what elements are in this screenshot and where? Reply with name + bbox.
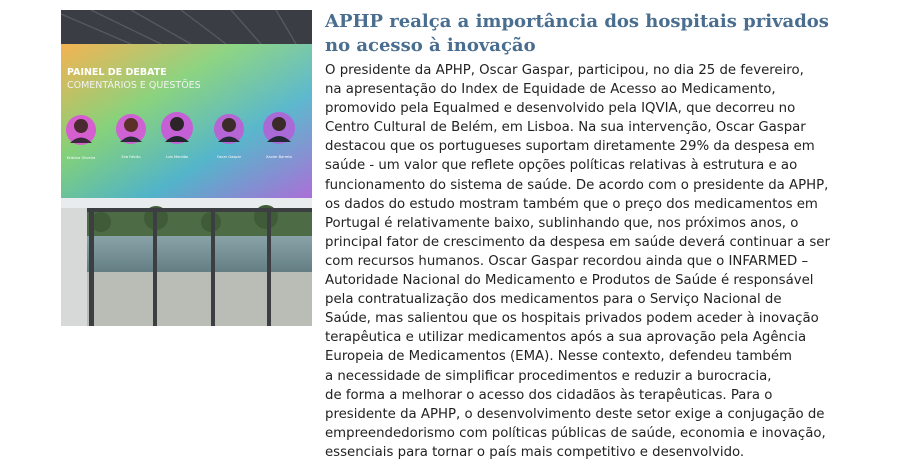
panelist-2-name: Eva Falcão bbox=[121, 155, 141, 159]
panelist-3-portrait bbox=[161, 112, 193, 144]
panelist-1-portrait bbox=[66, 115, 96, 145]
screen-subtitle: COMENTÁRIOS E QUESTÕES bbox=[67, 80, 201, 91]
panelist-5-portrait bbox=[263, 112, 295, 144]
article-headline: APHP realça a importância dos hospitais privados no acesso à inovação bbox=[325, 11, 829, 56]
panelist-4-portrait bbox=[214, 114, 244, 144]
panelist-3-name: Luís Mendão bbox=[165, 155, 189, 159]
article-body: O presidente da APHP, Oscar Gaspar, participou, no dia 25 de fevereiro, na apresentação do Index de Equidade de Acesso ao Medicamento, promovido pela Equalmed e desenvolvido pela IQVIA, que decorreu no Centro Cultural de Belém, em Lisboa. Na sua intervenção, Oscar Gaspar destacou que os portugueses suportam diretamente 29% da despesa em saúde - um valor que reflete opções políticas relativas à estrutura e ao funcionamento do sistema de saúde. De acordo com o presidente da APHP, os dados do estudo mostram também que o preço dos medicamentos em Portugal é relativamente baixo, sublinhando que, nos próximos anos, o principal fator de crescimento da despesa em saúde deverá continuar a ser com recursos humanos. Oscar Gaspar recordou ainda que o INFARMED – Autoridade Nacional do Medicamento e Produtos de Saúde é responsável pela contratualização dos medicamentos para o Serviço Nacional de Saúde, mas salientou que os hospitais privados podem aceder à inovação terapêutica e utilizar medicamentos após a sua aprovação pela Agência Europeia de Medicamentos (EMA). Nesse contexto, defendeu também a necessidade de simplificar procedimentos e reduzir a burocracia, de forma a melhorar o acesso dos cidadãos às terapêuticas. Para o presidente da APHP, o desenvolvimento deste setor exige a conjugação de empreendedorismo com políticas públicas de saúde, economia e inovação, essenciais para tornar o país mais competitivo e desenvolvido. bbox=[325, 63, 830, 460]
debate-panel-photo bbox=[61, 10, 312, 326]
panelist-4-name: Oscar Gaspar bbox=[216, 155, 242, 159]
panelist-5-name: Xavier Barreto bbox=[266, 155, 292, 159]
news-article bbox=[325, 10, 855, 462]
screen-title: PAINEL DE DEBATE bbox=[67, 67, 167, 78]
panelist-1-name: Kristina Oliveira bbox=[66, 156, 96, 160]
article-photo bbox=[61, 10, 312, 326]
panelist-2-portrait bbox=[116, 114, 146, 144]
